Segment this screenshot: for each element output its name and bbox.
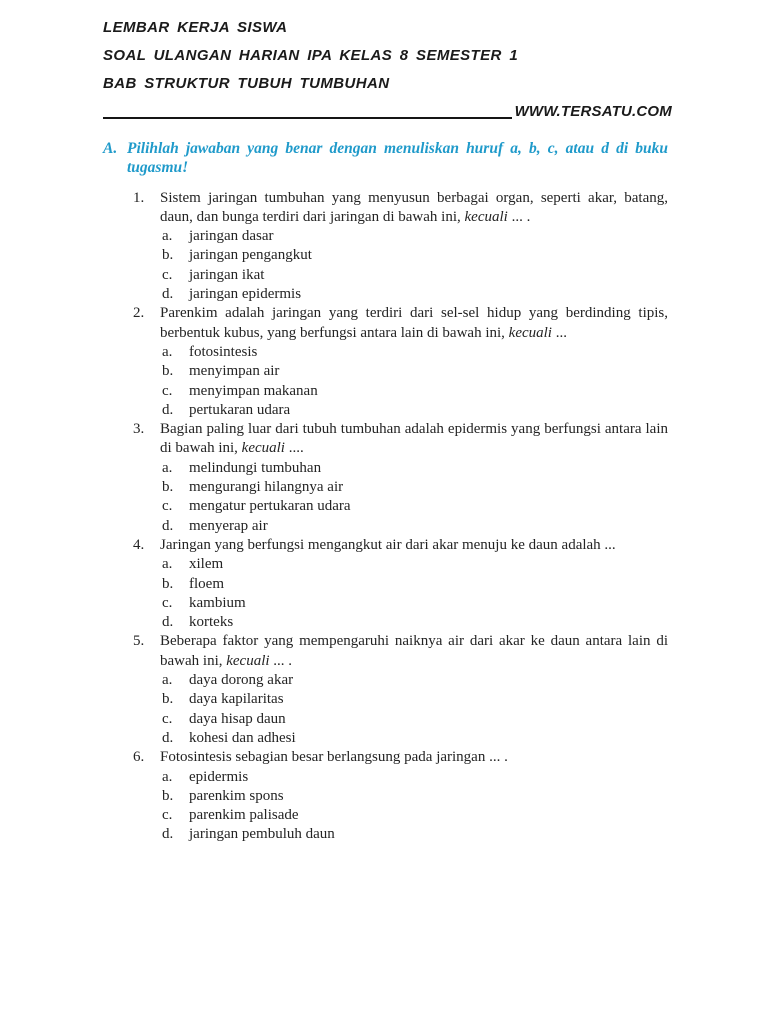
- question-number: 1.: [133, 189, 145, 206]
- question-text: [160, 420, 668, 459]
- question-text: [160, 536, 668, 555]
- option-text: menyimpan makanan: [189, 382, 318, 399]
- option-row: [162, 690, 668, 709]
- option-text: kohesi dan adhesi: [189, 729, 296, 746]
- question-number: 5.: [133, 633, 145, 650]
- option-letter: c.: [162, 382, 173, 399]
- option-letter: a.: [162, 343, 173, 360]
- option-letter: b.: [162, 363, 174, 380]
- option-letter: c.: [162, 266, 173, 283]
- option-text: mengurangi hilangnya air: [189, 479, 344, 496]
- option-row: [162, 517, 668, 536]
- section-a-instruction: [103, 139, 669, 178]
- option-letter: b.: [162, 575, 174, 592]
- option-row: [162, 825, 668, 844]
- option-letter: c.: [162, 710, 173, 727]
- option-row: [162, 768, 668, 787]
- option-letter: d.: [162, 729, 174, 746]
- option-letter: b.: [162, 479, 174, 496]
- option-letter: a.: [162, 768, 173, 785]
- option-letter: d.: [162, 286, 174, 303]
- option-letter: c.: [162, 498, 173, 515]
- option-text: korteks: [189, 614, 234, 631]
- question-item: [133, 748, 668, 844]
- option-text: floem: [189, 575, 224, 592]
- option-row: [162, 613, 668, 632]
- option-letter: b.: [162, 247, 174, 264]
- question-italic-word: kecuali: [226, 652, 270, 669]
- question-text-before: Bagian paling luar dari tubuh tumbuhan adalah epidermis yang berfungsi antara lain di bawah ini,: [160, 421, 668, 457]
- question-text: [160, 748, 668, 767]
- option-text: menyimpan air: [189, 363, 280, 380]
- question-list: [133, 189, 668, 845]
- question-row: [133, 748, 668, 767]
- option-row: [162, 459, 668, 478]
- option-text: parenkim palisade: [189, 807, 299, 824]
- option-letter: d.: [162, 401, 174, 418]
- question-row: [133, 304, 668, 343]
- question-row: [133, 632, 668, 671]
- option-row: [162, 497, 668, 516]
- option-text: daya dorong akar: [189, 672, 294, 689]
- option-letter: a.: [162, 556, 173, 573]
- question-text-after: ....: [284, 440, 304, 457]
- question-text: [160, 189, 668, 228]
- option-text: jaringan epidermis: [189, 286, 302, 303]
- option-letter: a.: [162, 228, 173, 245]
- option-letter: b.: [162, 787, 174, 804]
- question-text: [160, 304, 668, 343]
- option-letter: a.: [162, 672, 173, 689]
- section-label: A.: [103, 140, 118, 157]
- question-row: [133, 189, 668, 228]
- option-row: [162, 401, 668, 420]
- option-text: parenkim spons: [189, 787, 284, 804]
- question-row: [133, 420, 668, 459]
- option-text: menyerap air: [189, 517, 268, 534]
- option-row: [162, 575, 668, 594]
- option-row: [162, 343, 668, 362]
- option-letter: d.: [162, 826, 174, 843]
- option-row: [162, 266, 668, 285]
- option-letter: d.: [162, 517, 174, 534]
- option-row: [162, 285, 668, 304]
- question-italic-word: kecuali: [508, 324, 552, 341]
- option-text: mengatur pertukaran udara: [189, 498, 351, 515]
- document-header: [0, 0, 768, 121]
- question-text-before: Parenkim adalah jaringan yang terdiri dari sel-sel hidup yang berdinding tipis, berbentuk kubus, yang berfungsi antara lain di bawah ini,: [160, 305, 668, 341]
- question-text-before: Fotosintesis sebagian besar berlangsung pada jaringan ... .: [160, 749, 508, 766]
- question-text: [160, 632, 668, 671]
- option-text: jaringan pembuluh daun: [189, 826, 335, 843]
- question-number: 2.: [133, 305, 145, 322]
- question-italic-word: kecuali: [464, 208, 508, 225]
- question-item: [133, 420, 668, 536]
- chapter-title: BAB STRUKTUR TUBUH TUMBUHAN: [103, 75, 390, 92]
- question-italic-word: kecuali: [241, 440, 285, 457]
- question-text-after: ...: [551, 324, 567, 341]
- option-row: [162, 787, 668, 806]
- question-row: [133, 536, 668, 555]
- option-row: [162, 382, 668, 401]
- worksheet-title: LEMBAR KERJA SISWA: [103, 19, 288, 36]
- option-letter: d.: [162, 614, 174, 631]
- question-item: [133, 536, 668, 632]
- option-text: daya hisap daun: [189, 710, 286, 727]
- question-number: 4.: [133, 536, 145, 553]
- option-row: [162, 227, 668, 246]
- option-row: [162, 671, 668, 690]
- question-text-before: Beberapa faktor yang mempengaruhi naiknya air dari akar ke daun antara lain di bawah ini,: [160, 633, 668, 669]
- option-letter: b.: [162, 691, 174, 708]
- question-number: 3.: [133, 421, 145, 438]
- option-row: [162, 362, 668, 381]
- option-row: [162, 806, 668, 825]
- option-row: [162, 729, 668, 748]
- instruction-text: Pilihlah jawaban yang benar dengan menuliskan huruf a, b, c, atau d di buku tugasmu!: [127, 140, 668, 177]
- option-row: [162, 594, 668, 613]
- question-text-after: ... .: [507, 208, 531, 225]
- option-row: [162, 710, 668, 729]
- question-number: 6.: [133, 749, 145, 766]
- option-letter: c.: [162, 807, 173, 824]
- option-row: [162, 246, 668, 265]
- question-item: [133, 304, 668, 420]
- divider-line: [103, 117, 512, 119]
- option-text: daya kapilaritas: [189, 691, 284, 708]
- question-item: [133, 632, 668, 748]
- option-text: jaringan ikat: [189, 266, 265, 283]
- option-text: melindungi tumbuhan: [189, 459, 322, 476]
- option-text: jaringan pengangkut: [189, 247, 312, 264]
- question-text-before: Sistem jaringan tumbuhan yang menyusun berbagai organ, seperti akar, batang, daun, dan bunga terdiri dari jaringan di bawah ini,: [160, 189, 668, 225]
- question-text-after: ... .: [269, 652, 293, 669]
- option-row: [162, 555, 668, 574]
- option-text: pertukaran udara: [189, 401, 291, 418]
- option-letter: a.: [162, 459, 173, 476]
- question-item: [133, 189, 668, 305]
- option-text: fotosintesis: [189, 343, 258, 360]
- option-letter: c.: [162, 594, 173, 611]
- exam-subtitle: SOAL ULANGAN HARIAN IPA KELAS 8 SEMESTER 1: [103, 47, 519, 64]
- option-text: xilem: [189, 556, 224, 573]
- header-rule-row: [103, 102, 672, 121]
- website-text: WWW.TERSATU.COM: [514, 103, 672, 120]
- question-text-before: Jaringan yang berfungsi mengangkut air dari akar menuju ke daun adalah ...: [160, 536, 616, 553]
- option-text: jaringan dasar: [189, 228, 274, 245]
- option-text: kambium: [189, 594, 246, 611]
- option-row: [162, 478, 668, 497]
- option-text: epidermis: [189, 768, 249, 785]
